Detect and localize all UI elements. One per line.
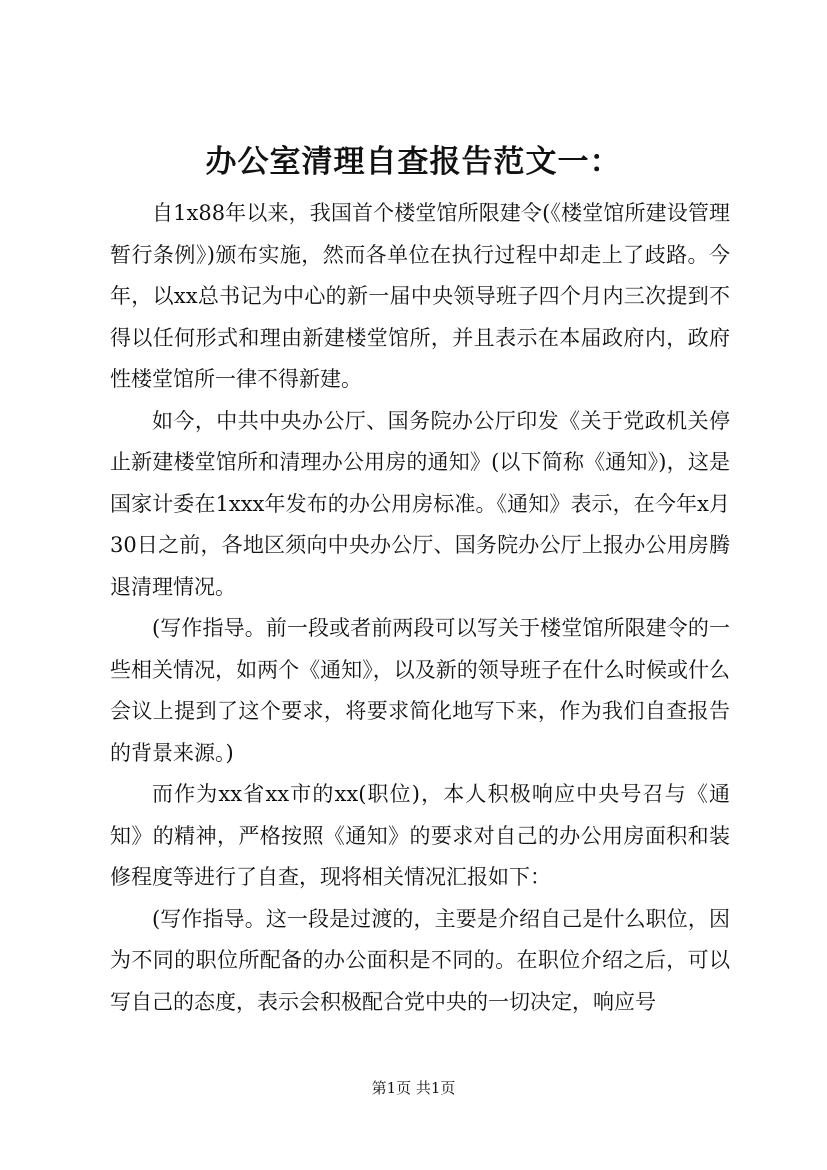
paragraph: 如今，中共中央办公厅、国务院办公厅印发《关于党政机关停止新建楼堂馆所和清理办公用房的通知》(以下简称《通知》)，这是国家计委在1xxx年发布的办公用房标准。《通知》表示，在今年x月30日之前，各地区须向中央办公厅、国务院办公厅上报办公用房腾退清理情况。 [110, 408, 730, 599]
page-number-footer: 第1页 共1页 [371, 1079, 456, 1097]
paragraph: (写作指导。前一段或者前两段可以写关于楼堂馆所限建令的一些相关情况，如两个《通知》，以及新的领导班子在什么时候或什么会议上提到了这个要求，将要求简化地写下来，作为我们自查报告的背景来源。) [110, 616, 730, 765]
document-title: 办公室清理自查报告范文一： [205, 144, 622, 180]
paragraph: 而作为xx省xx市的xx(职位)，本人积极响应中央号召与《通知》的精神，严格按照《通知》的要求对自己的办公用房面积和装修程度等进行了自查，现将相关情况汇报如下： [110, 782, 730, 889]
document-body [110, 193, 730, 1023]
paragraph: 自1x88年以来，我国首个楼堂馆所限建令(《楼堂馆所建设管理暂行条例》)颁布实施，然而各单位在执行过程中却走上了歧路。今年，以xx总书记为中心的新一届中央领导班子四个月内三次提到不得以任何形式和理由新建楼堂馆所，并且表示在本届政府内，政府性楼堂馆所一律不得新建。 [110, 201, 730, 391]
paragraph: (写作指导。这一段是过渡的，主要是介绍自己是什么职位，因为不同的职位所配备的办公面积是不同的。在职位介绍之后，可以写自己的态度，表示会积极配合党中央的一切决定，响应号 [110, 906, 730, 1014]
